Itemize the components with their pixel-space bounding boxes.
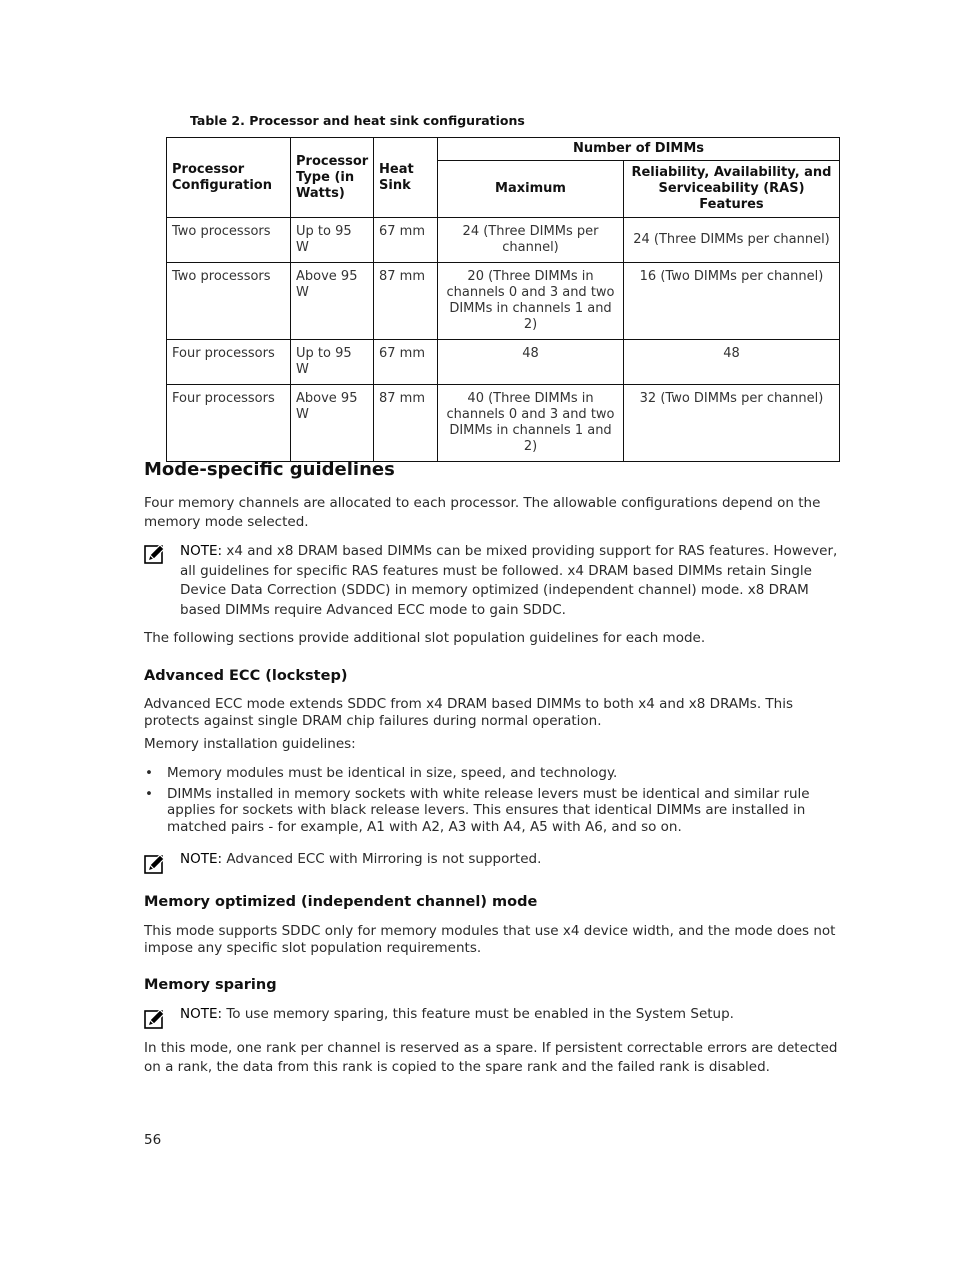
cell-sink: 87 mm: [374, 263, 438, 340]
header-processor-configuration: Processor Configuration: [167, 138, 291, 218]
note-pencil-icon: [144, 1008, 166, 1030]
note-mirroring: [144, 853, 839, 877]
guidelines-list: [144, 765, 839, 839]
cell-sink: 87 mm: [374, 385, 438, 462]
guidelines-label: Memory installation guidelines:: [144, 736, 356, 752]
page-number: 56: [144, 1132, 162, 1148]
advanced-ecc-para: Advanced ECC mode extends SDDC from x4 DRAM based DIMMs to both x4 and x8 DRAMs. This protects against single DRAM chip failures during normal operation.: [144, 696, 793, 729]
cell-ras: 16 (Two DIMMs per channel): [624, 263, 840, 340]
advanced-ecc-title: Advanced ECC (lockstep): [144, 668, 348, 684]
note-body: x4 and x8 DRAM based DIMMs can be mixed providing support for RAS features. However, all guidelines for specific RAS features must be followed. x4 DRAM based DIMMs retain Single Device Data Correction (SDDC) in memory optimized (independent channel) mode. x8 DRAM based DIMMs require Advanced ECC mode to gain SDDC.: [180, 543, 838, 618]
note-pencil-icon: [144, 543, 166, 565]
table-row: [167, 263, 840, 340]
header-number-of-dimms: Number of DIMMs: [438, 138, 840, 161]
memory-optimized-title: Memory optimized (independent channel) mode: [144, 894, 538, 910]
header-maximum: Maximum: [438, 161, 624, 218]
note-label: NOTE:: [180, 1006, 223, 1022]
header-ras-features: Reliability, Availability, and Serviceability (RAS) Features: [624, 161, 840, 218]
cell-config: Two processors: [167, 218, 291, 263]
cell-type: Up to 95 W: [291, 218, 374, 263]
section-title: Mode-specific guidelines: [144, 459, 395, 480]
note-sparing: [144, 1008, 839, 1032]
header-processor-type: Processor Type (in Watts): [291, 138, 374, 218]
table-row: [167, 385, 840, 462]
note-body: To use memory sparing, this feature must be enabled in the System Setup.: [226, 1006, 734, 1022]
cell-ras: 48: [624, 340, 840, 385]
table-row: [167, 340, 840, 385]
cell-max: 20 (Three DIMMs in channels 0 and 3 and two DIMMs in channels 1 and 2): [438, 263, 624, 340]
cell-max: 24 (Three DIMMs per channel): [438, 218, 624, 263]
list-item: • Memory modules must be identical in size, speed, and technology.: [144, 765, 839, 782]
note-label: NOTE:: [180, 851, 223, 867]
cell-sink: 67 mm: [374, 340, 438, 385]
following-sections-text: The following sections provide additional slot population guidelines for each mode.: [144, 630, 706, 646]
cell-max: 40 (Three DIMMs in channels 0 and 3 and two DIMMs in channels 1 and 2): [438, 385, 624, 462]
cell-type: Up to 95 W: [291, 340, 374, 385]
section-intro: Four memory channels are allocated to each processor. The allowable configurations depend on the memory mode selected.: [144, 495, 821, 530]
note-pencil-icon: [144, 853, 166, 875]
list-item: • DIMMs installed in memory sockets with white release levers must be identical and similar rule applies for sockets with black release levers. This ensures that identical DIMMs are installed in matched pairs - for example, A1 with A2, A3 with A4, A5 with A6, and so on.: [144, 786, 839, 836]
cell-config: Four processors: [167, 385, 291, 462]
memory-optimized-para: This mode supports SDDC only for memory modules that use x4 device width, and the mode does not impose any specific slot population requirements.: [144, 923, 836, 956]
processor-heat-sink-table: [166, 137, 840, 462]
header-heat-sink: Heat Sink: [374, 138, 438, 218]
note-body: Advanced ECC with Mirroring is not supported.: [226, 851, 542, 867]
cell-ras: 32 (Two DIMMs per channel): [624, 385, 840, 462]
cell-type: Above 95 W: [291, 263, 374, 340]
table-caption: Table 2. Processor and heat sink configurations: [190, 113, 525, 128]
table-row: [167, 218, 840, 263]
cell-config: Two processors: [167, 263, 291, 340]
cell-ras: 24 (Three DIMMs per channel): [624, 218, 840, 263]
memory-sparing-title: Memory sparing: [144, 977, 277, 993]
cell-type: Above 95 W: [291, 385, 374, 462]
note-ras-mixing: [144, 543, 839, 623]
note-text: [180, 542, 840, 620]
note-text: [180, 1005, 840, 1025]
cell-sink: 67 mm: [374, 218, 438, 263]
note-text: [180, 850, 840, 870]
memory-sparing-para: In this mode, one rank per channel is reserved as a spare. If persistent correctable errors are detected on a rank, the data from this rank is copied to the spare rank and the failed rank is disabled.: [144, 1040, 838, 1075]
note-label: NOTE:: [180, 543, 223, 559]
cell-config: Four processors: [167, 340, 291, 385]
cell-max: 48: [438, 340, 624, 385]
